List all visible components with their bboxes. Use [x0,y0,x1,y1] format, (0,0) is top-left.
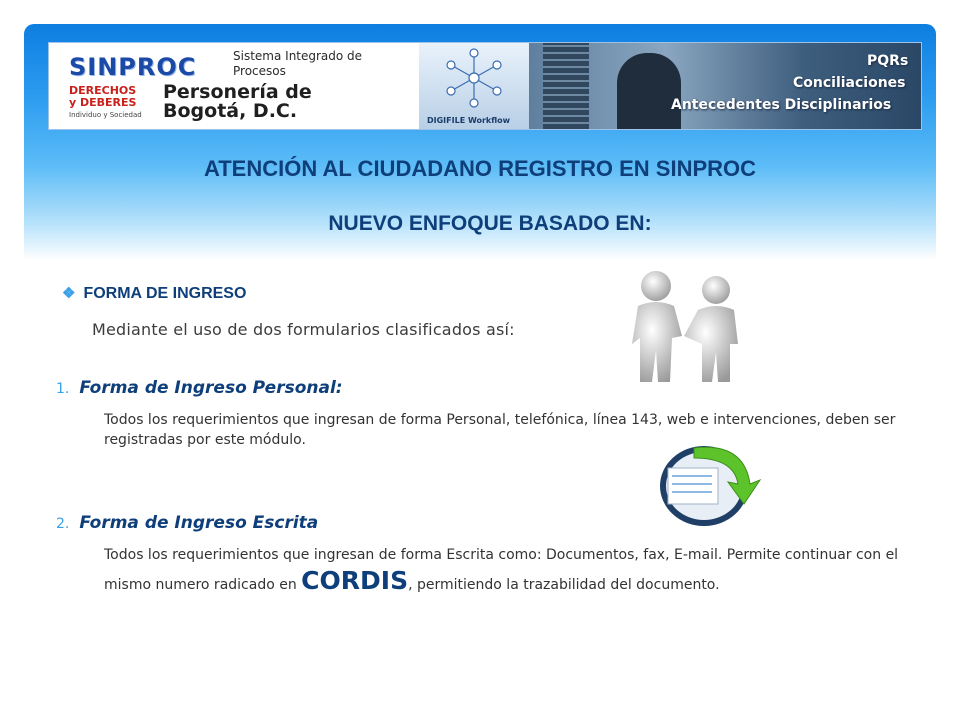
derechos-line2: y DEBERES [69,96,137,109]
sinproc-banner [48,42,922,130]
item-1-number: 1. [56,381,70,397]
derechos-small: Individuo y Sociedad [69,111,142,119]
item-2-title: Forma de Ingreso Escrita [79,513,319,533]
item-1-heading [56,378,343,398]
businessman-image [617,53,681,129]
section-intro: Mediante el uso de dos formularios clasificados así: [92,320,515,339]
cordis-highlight: CORDIS [301,566,409,595]
sinproc-logo: SINPROC [69,53,197,81]
conciliaciones-label: Conciliaciones [793,75,906,91]
building-image [543,43,589,129]
workflow-network-icon [419,43,529,113]
item-2-heading [56,513,318,533]
item-1-title: Forma de Ingreso Personal: [79,378,343,398]
antecedentes-label: Antecedentes Disciplinarios [671,97,892,113]
derechos-line1: DERECHOS [69,84,137,97]
item-1-body: Todos los requerimientos que ingresan de forma Personal, telefónica, línea 143, web e intervenciones, deben ser registradas por este módulo. [104,412,896,448]
personeria-logo [163,83,312,121]
section-heading-text: FORMA DE INGRESO [83,285,247,302]
item-2-body-start: Todos los requerimientos que ingresan de forma Escrita como: Documentos, fax, E-mail. Permite continuar con el mismo numero radicado en [104,547,899,593]
slide-subtitle: NUEVO ENFOQUE BASADO EN: [328,212,652,235]
personeria-line1: Personería de [163,81,312,103]
workflow-caption: DIGIFILE Workflow [427,116,511,125]
sinproc-subtitle: Sistema Integrado de Procesos [233,49,363,78]
item-2-body [104,542,924,598]
workflow-diagram [419,43,529,129]
banner-photo [529,43,921,129]
slide-title: ATENCIÓN AL CIUDADANO REGISTRO EN SINPROC [203,156,757,181]
diamond-bullet-icon: ❖ [62,285,76,302]
handshake-people-icon [622,264,748,384]
item-2-body-end: , permitiendo la trazabilidad del documento. [408,577,720,593]
logo-area [55,47,363,125]
pqrs-label: PQRs [867,53,909,69]
item-2-number: 2. [56,516,70,532]
personeria-line2: Bogotá, D.C. [163,100,298,122]
refresh-document-icon [654,440,764,530]
derechos-deberes-logo [69,85,142,121]
section-heading [62,284,246,303]
